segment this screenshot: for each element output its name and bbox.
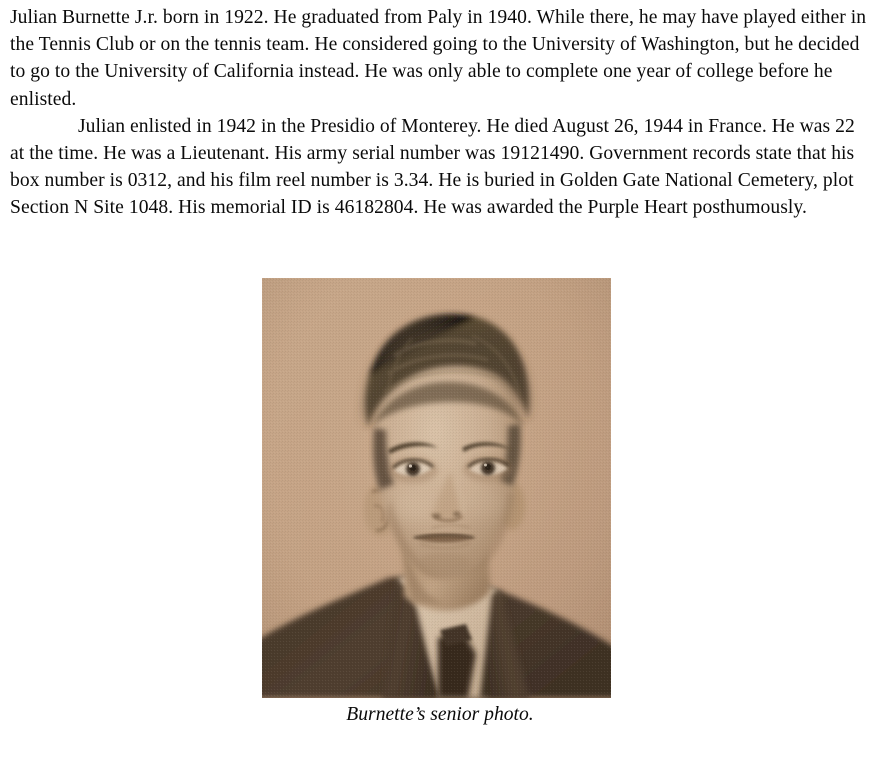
figure-caption bbox=[0, 702, 880, 728]
senior-portrait-image bbox=[262, 278, 611, 698]
article-body bbox=[10, 4, 868, 222]
paragraph-1: Julian Burnette J.r. born in 1922. He graduated from Paly in 1940. While there, he may have played either in the Tennis Club or on the tennis team. He considered going to the University of Washington, but he decided to go to the University of California instead. He was only able to complete one year of college before he enlisted. bbox=[10, 7, 867, 110]
paragraph-2: Julian enlisted in 1942 in the Presidio of Monterey. He died August 26, 1944 in France. He was 22 at the time. He was a Lieutenant. His army serial number was 19121490. Government records state that his box number is 0312, and his film reel number is 3.34. He is buried in Golden Gate National Cemetery, plot Section N Site 1048. His memorial ID is 46182804. He was awarded the Purple Heart posthumously. bbox=[10, 115, 855, 219]
figure-caption-text: Burnette’s senior photo. bbox=[346, 704, 534, 725]
figure-photo bbox=[262, 278, 611, 698]
